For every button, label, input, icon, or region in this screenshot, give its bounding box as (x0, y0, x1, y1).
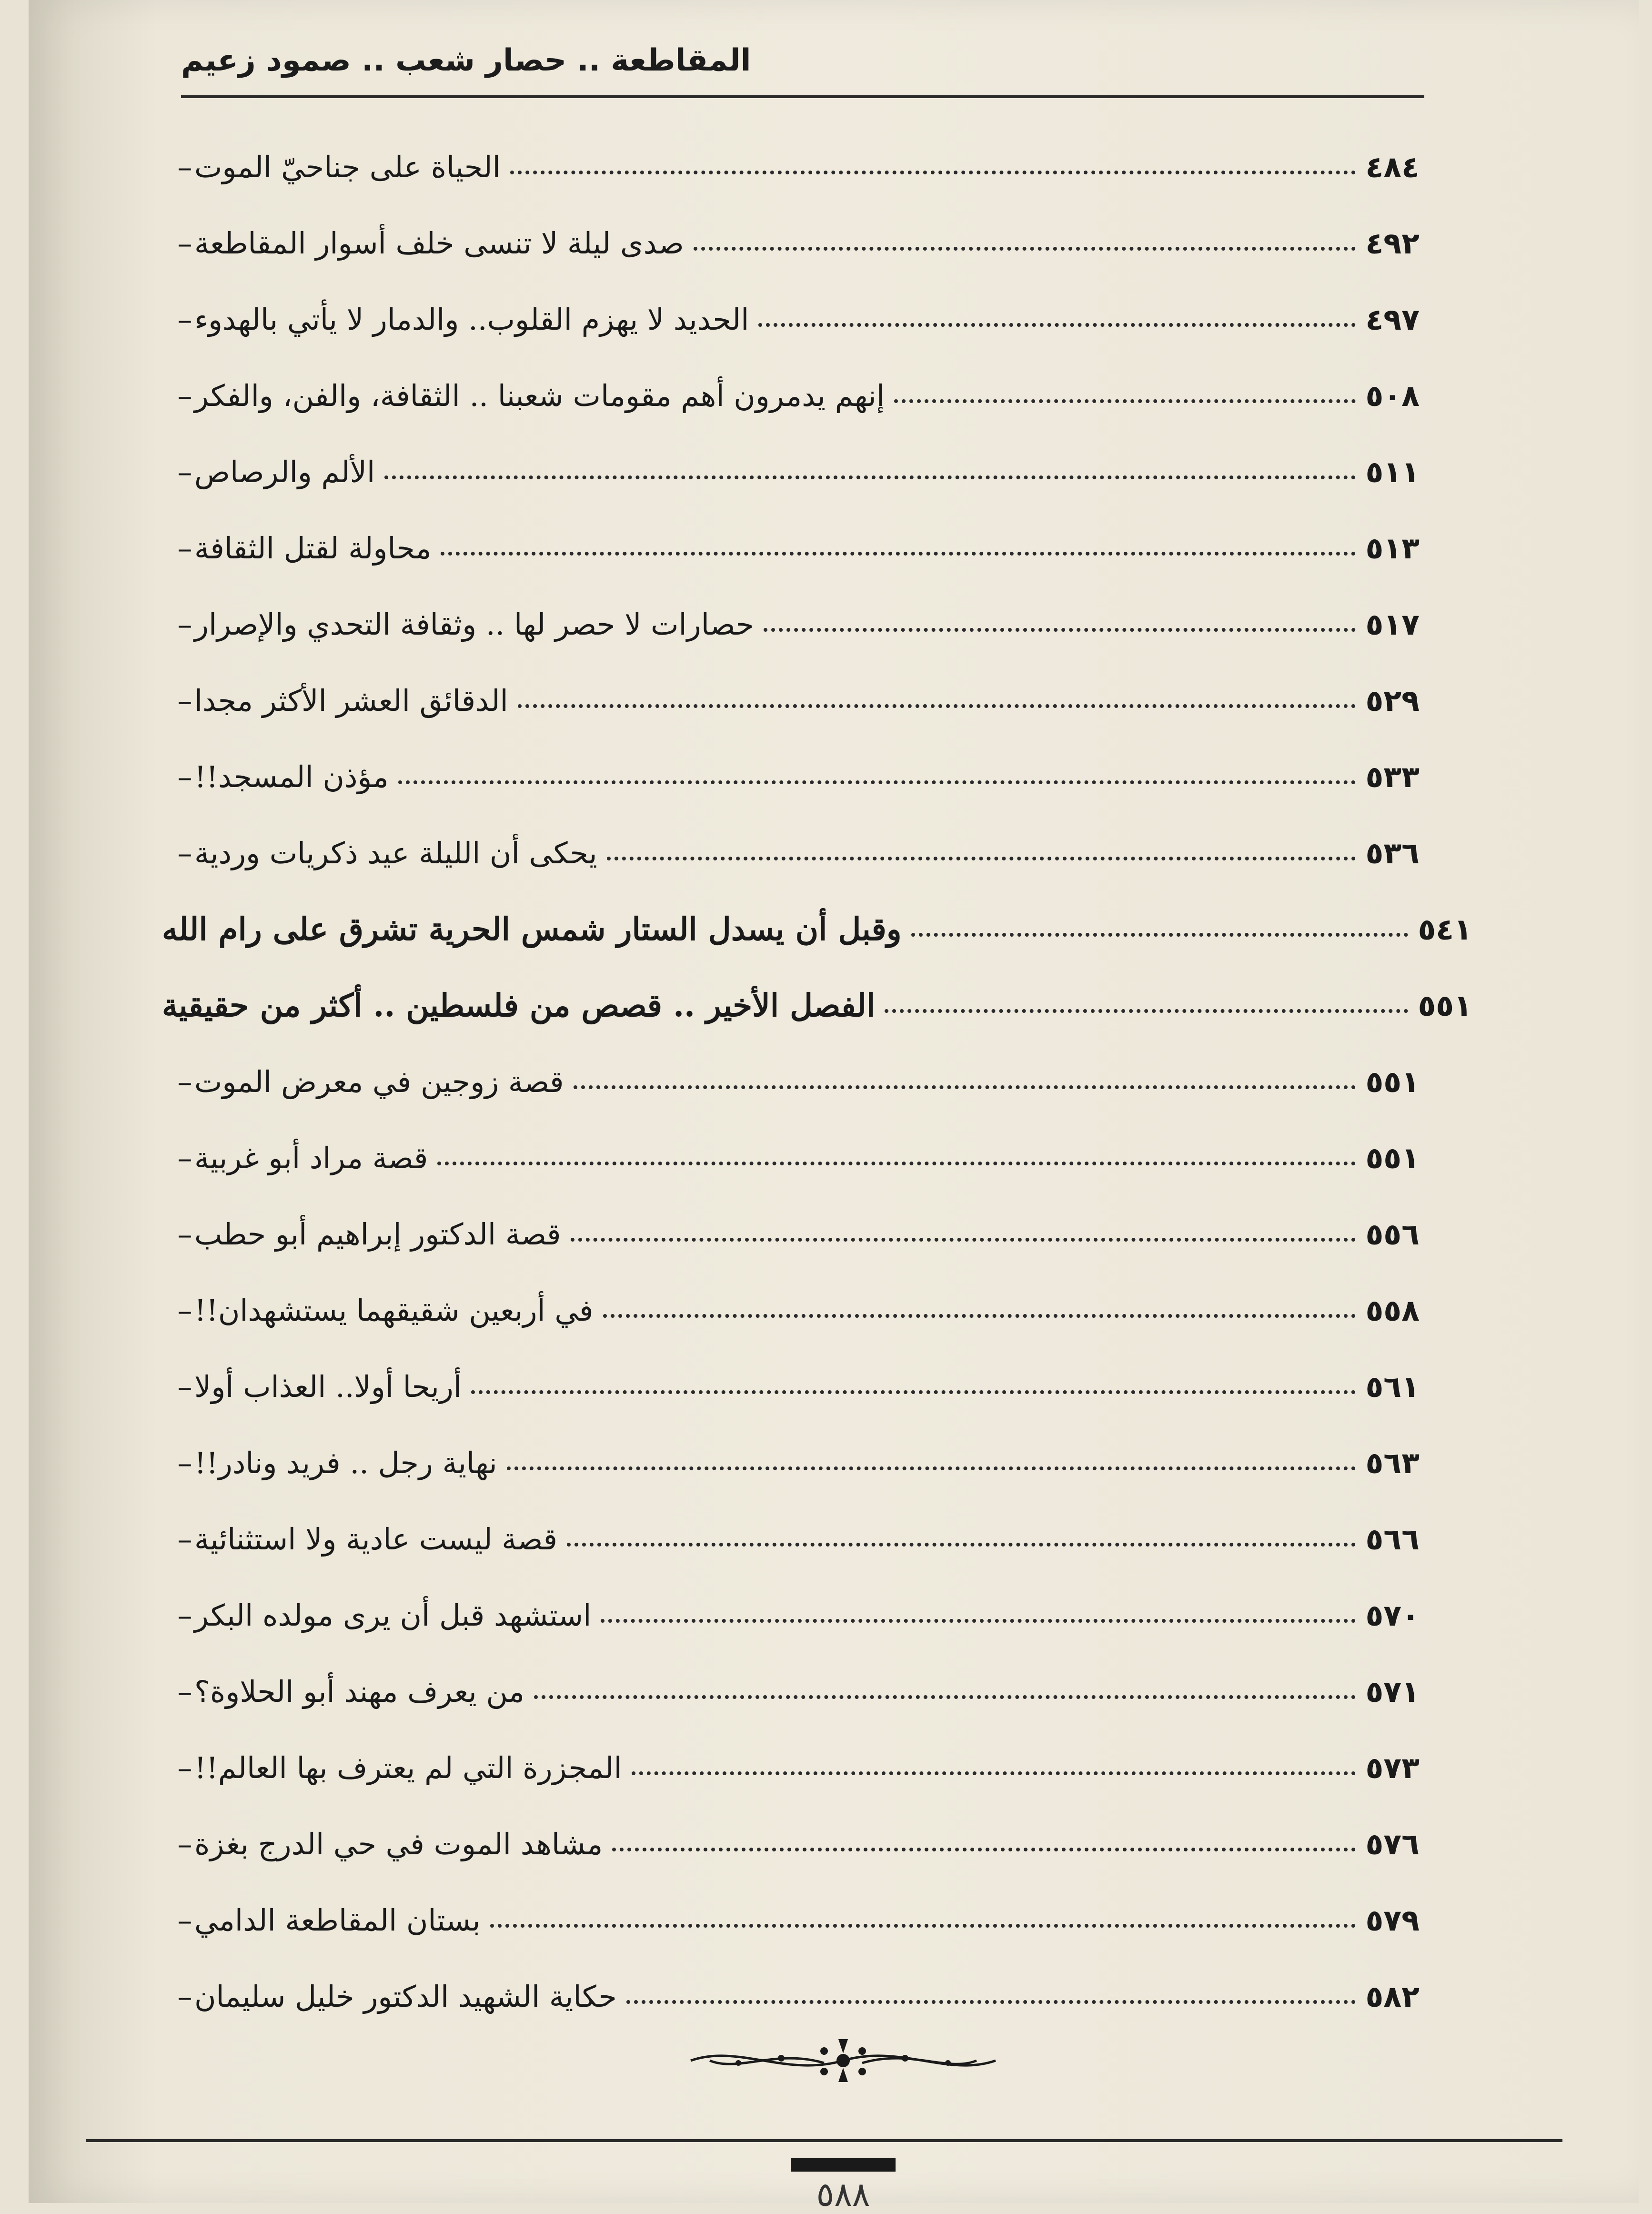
toc-chapter-entry (162, 967, 1477, 1043)
dot-leader (384, 475, 1356, 479)
entry-title: في أربعين شقيقهما يستشهدان!! (194, 1293, 594, 1328)
entry-page-number: ٥٢٩ (1365, 683, 1420, 718)
entry-title: قصة الدكتور إبراهيم أبو حطب (194, 1216, 561, 1252)
entry-page-number: ٥٧١ (1365, 1674, 1420, 1709)
entry-dash: – (177, 1826, 192, 1861)
entry-title: قصة مراد أبو غربية (194, 1140, 428, 1175)
page-number: ٥٨٨ (816, 2175, 870, 2214)
entry-page-number: ٥٥٨ (1365, 1293, 1420, 1328)
entry-page-number: ٥٥١ (1418, 988, 1472, 1023)
entry-page-number: ٥٧٦ (1365, 1826, 1420, 1861)
toc-entry (162, 205, 1477, 281)
entry-dash: – (177, 302, 192, 337)
toc-entry (162, 1196, 1477, 1272)
entry-dash: – (177, 759, 192, 794)
toc-entry (162, 1653, 1477, 1729)
dot-leader (518, 704, 1356, 708)
entry-dash: – (177, 1293, 192, 1328)
dot-leader (885, 1009, 1408, 1013)
dot-leader (471, 1390, 1356, 1394)
dot-leader (612, 1848, 1356, 1851)
entry-page-number: ٥٥١ (1365, 1064, 1420, 1099)
entry-title: استشهد قبل أن يرى مولده البكر (194, 1597, 592, 1633)
entry-title: أريحا أولا.. العذاب أولا (194, 1369, 462, 1404)
toc-entry (162, 1348, 1477, 1425)
entry-title: مؤذن المسجد!! (194, 759, 389, 794)
dot-leader (758, 323, 1356, 327)
toc-entry (162, 510, 1477, 586)
dot-leader (534, 1695, 1356, 1699)
entry-dash: – (177, 683, 192, 718)
entry-dash: – (177, 1674, 192, 1709)
toc-entry (162, 586, 1477, 662)
toc-entry (162, 1425, 1477, 1501)
entry-page-number: ٥٦١ (1365, 1369, 1420, 1404)
folio-bar (791, 2158, 896, 2172)
toc-entry (162, 129, 1477, 205)
entry-dash: – (177, 1750, 192, 1785)
entry-dash: – (177, 1369, 192, 1404)
entry-title: الحديد لا يهزم القلوب.. والدمار لا يأتي بالهدوء (194, 302, 749, 337)
entry-page-number: ٥٧٩ (1365, 1902, 1420, 1938)
entry-title: قصة ليست عادية ولا استثنائية (194, 1521, 557, 1557)
entry-dash: – (177, 1979, 192, 2014)
entry-title: محاولة لقتل الثقافة (194, 530, 432, 566)
toc-entry (162, 1729, 1477, 1806)
dot-leader (574, 1085, 1356, 1089)
entry-page-number: ٥١٣ (1365, 530, 1420, 566)
toc-entry (162, 357, 1477, 434)
dot-leader (632, 1771, 1356, 1775)
entry-page-number: ٥٧٠ (1365, 1597, 1420, 1633)
dot-leader (571, 1238, 1356, 1242)
entry-title: إنهم يدمرون أهم مقومات شعبنا .. الثقافة، والفن، والفكر (194, 378, 885, 413)
table-of-contents (162, 129, 1477, 2014)
dot-leader (507, 1466, 1356, 1470)
dot-leader (567, 1543, 1356, 1547)
entry-dash: – (177, 835, 192, 870)
entry-dash: – (177, 1902, 192, 1938)
entry-dash: – (177, 1521, 192, 1557)
dot-leader (626, 2000, 1356, 2004)
dot-leader (764, 628, 1356, 632)
entry-dash: – (177, 149, 192, 184)
toc-entry (162, 281, 1477, 357)
entry-title: صدى ليلة لا تنسى خلف أسوار المقاطعة (194, 225, 684, 261)
entry-dash: – (177, 1140, 192, 1175)
entry-page-number: ٥٥١ (1365, 1140, 1420, 1175)
entry-page-number: ٤٩٧ (1365, 302, 1420, 337)
entry-page-number: ٥٨٢ (1365, 1979, 1420, 2014)
dot-leader (911, 933, 1409, 937)
entry-title: الفصل الأخير .. قصص من فلسطين .. أكثر من حقيقية (162, 987, 876, 1024)
header-rule (181, 95, 1424, 98)
book-page (29, 0, 1639, 2214)
entry-title: وقبل أن يسدل الستار شمس الحرية تشرق على رام الله (162, 910, 902, 948)
floral-divider-icon (681, 2034, 1005, 2087)
entry-page-number: ٥٦٣ (1365, 1445, 1420, 1480)
dot-leader (441, 552, 1356, 556)
entry-title: الحياة على جناحيّ الموت (194, 149, 501, 184)
toc-entry (162, 1272, 1477, 1348)
toc-entry (162, 1577, 1477, 1653)
entry-title: الألم والرصاص (194, 454, 375, 489)
entry-dash: – (177, 1064, 192, 1099)
entry-dash: – (177, 378, 192, 413)
entry-title: يحكى أن الليلة عيد ذكريات وردية (194, 835, 597, 870)
entry-title: بستان المقاطعة الدامي (194, 1902, 481, 1938)
entry-page-number: ٥٠٨ (1365, 378, 1420, 413)
entry-page-number: ٤٨٤ (1365, 149, 1420, 184)
entry-page-number: ٥٣٣ (1365, 759, 1420, 794)
entry-dash: – (177, 607, 192, 642)
entry-title: قصة زوجين في معرض الموت (194, 1064, 564, 1099)
entry-page-number: ٥١١ (1365, 454, 1420, 489)
entry-title: حصارات لا حصر لها .. وثقافة التحدي والإصرار (194, 607, 754, 642)
entry-title: الدقائق العشر الأكثر مجدا (194, 683, 508, 718)
entry-title: مشاهد الموت في حي الدرج بغزة (194, 1826, 603, 1861)
toc-entry (162, 738, 1477, 815)
entry-dash: – (177, 1445, 192, 1480)
toc-entry (162, 434, 1477, 510)
entry-page-number: ٥١٧ (1365, 607, 1420, 642)
entry-dash: – (177, 225, 192, 261)
dot-leader (894, 399, 1356, 403)
entry-title: من يعرف مهند أبو الحلاوة؟ (194, 1674, 524, 1709)
dot-leader (603, 1314, 1356, 1318)
toc-entry (162, 815, 1477, 891)
entry-page-number: ٥٦٦ (1365, 1521, 1420, 1557)
toc-entry (162, 1806, 1477, 1882)
toc-entry (162, 1958, 1477, 2034)
dot-leader (490, 1924, 1356, 1928)
toc-entry (162, 1120, 1477, 1196)
entry-page-number: ٥٧٣ (1365, 1750, 1420, 1785)
entry-dash: – (177, 530, 192, 566)
toc-entry (162, 1043, 1477, 1120)
entry-dash: – (177, 454, 192, 489)
entry-page-number: ٥٤١ (1418, 911, 1472, 947)
dot-leader (398, 780, 1356, 784)
toc-entry (162, 1501, 1477, 1577)
entry-title: نهاية رجل .. فريد ونادر!! (194, 1445, 497, 1480)
toc-entry (162, 1882, 1477, 1958)
dot-leader (694, 247, 1356, 251)
footer-rule (86, 2139, 1562, 2142)
toc-chapter-entry (162, 891, 1477, 967)
entry-page-number: ٥٣٦ (1365, 835, 1420, 870)
toc-entry (162, 662, 1477, 738)
entry-title: المجزرة التي لم يعترف بها العالم!! (194, 1750, 622, 1785)
running-header: المقاطعة .. حصار شعب .. صمود زعيم (181, 43, 751, 78)
dot-leader (607, 857, 1356, 860)
entry-dash: – (177, 1597, 192, 1633)
dot-leader (437, 1162, 1356, 1165)
dot-leader (510, 171, 1356, 174)
entry-dash: – (177, 1216, 192, 1252)
entry-page-number: ٥٥٦ (1365, 1216, 1420, 1252)
entry-title: حكاية الشهيد الدكتور خليل سليمان (194, 1979, 617, 2014)
dot-leader (601, 1619, 1356, 1623)
entry-page-number: ٤٩٢ (1365, 225, 1420, 261)
